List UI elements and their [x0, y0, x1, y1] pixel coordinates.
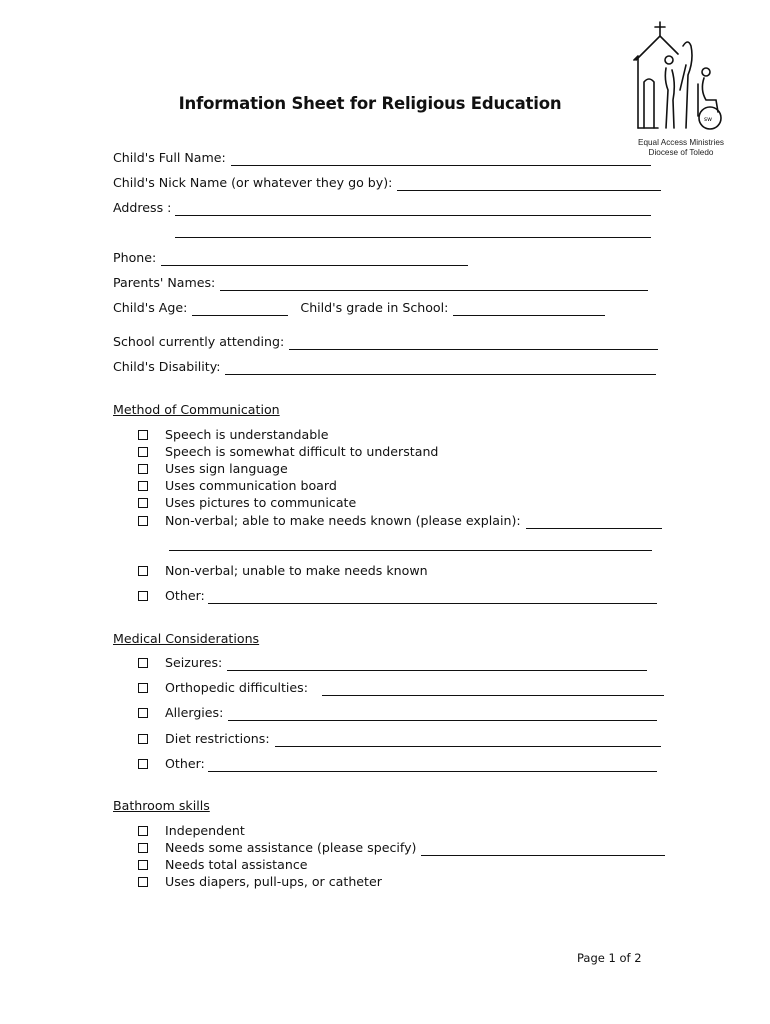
school-field[interactable] — [289, 338, 658, 350]
page-number: Page 1 of 2 — [577, 951, 642, 965]
option-label: Independent — [165, 823, 245, 838]
checkbox[interactable] — [138, 708, 148, 718]
checkbox[interactable] — [138, 591, 148, 601]
age-label: Child's Age: — [113, 300, 188, 315]
bathroom-option — [138, 823, 245, 839]
parents-label: Parents' Names: — [113, 275, 216, 290]
bathroom-option — [138, 840, 665, 856]
nick-name-row — [113, 175, 661, 191]
communication-option — [138, 588, 657, 604]
nick-name-field[interactable] — [397, 179, 661, 191]
explain-field-line2[interactable] — [169, 539, 652, 551]
option-label: Other: — [165, 756, 205, 771]
grade-label: Child's grade in School: — [300, 300, 449, 315]
nick-name-label: Child's Nick Name (or whatever they go by): — [113, 175, 393, 190]
address-row — [113, 200, 651, 216]
checkbox[interactable] — [138, 498, 148, 508]
option-label: Needs total assistance — [165, 857, 308, 872]
option-label: Orthopedic difficulties: — [165, 680, 308, 695]
checkbox[interactable] — [138, 860, 148, 870]
medical-option — [138, 705, 657, 721]
option-label: Speech is somewhat difficult to understand — [165, 444, 439, 459]
medical-other-field[interactable] — [208, 760, 657, 772]
medical-heading: Medical Considerations — [113, 631, 260, 646]
bathroom-option — [138, 874, 382, 890]
full-name-field[interactable] — [231, 154, 651, 166]
address-row-2 — [175, 226, 651, 238]
address-field-line2[interactable] — [175, 226, 651, 238]
checkbox[interactable] — [138, 481, 148, 491]
communication-option — [138, 513, 662, 529]
checkbox[interactable] — [138, 826, 148, 836]
explain-field-line1[interactable] — [526, 517, 662, 529]
orthopedic-field[interactable] — [322, 684, 664, 696]
checkbox[interactable] — [138, 566, 148, 576]
phone-label: Phone: — [113, 250, 157, 265]
school-label: School currently attending: — [113, 334, 285, 349]
disability-row — [113, 359, 656, 375]
checkbox[interactable] — [138, 683, 148, 693]
full-name-label: Child's Full Name: — [113, 150, 226, 165]
disability-label: Child's Disability: — [113, 359, 221, 374]
medical-option — [138, 756, 657, 772]
option-label: Uses pictures to communicate — [165, 495, 357, 510]
communication-option — [138, 563, 428, 579]
checkbox[interactable] — [138, 464, 148, 474]
option-label: Seizures: — [165, 655, 223, 670]
age-field[interactable] — [192, 304, 288, 316]
diet-field[interactable] — [275, 735, 661, 747]
seizures-field[interactable] — [227, 659, 647, 671]
checkbox[interactable] — [138, 447, 148, 457]
option-label: Non-verbal; able to make needs known (please explain): — [165, 513, 521, 528]
bathroom-option — [138, 857, 308, 873]
full-name-row — [113, 150, 651, 166]
bathroom-heading: Bathroom skills — [113, 798, 210, 813]
assistance-field[interactable] — [421, 844, 665, 856]
medical-option — [138, 731, 661, 747]
option-label: Uses communication board — [165, 478, 337, 493]
checkbox[interactable] — [138, 430, 148, 440]
communication-option — [138, 478, 337, 494]
checkbox[interactable] — [138, 843, 148, 853]
phone-field[interactable] — [161, 254, 468, 266]
checkbox[interactable] — [138, 658, 148, 668]
option-label: Uses sign language — [165, 461, 288, 476]
checkbox[interactable] — [138, 759, 148, 769]
communication-option — [138, 461, 288, 477]
phone-row — [113, 250, 468, 266]
option-label: Non-verbal; unable to make needs known — [165, 563, 428, 578]
option-label: Uses diapers, pull-ups, or catheter — [165, 874, 382, 889]
grade-field[interactable] — [453, 304, 605, 316]
parents-field[interactable] — [220, 279, 648, 291]
svg-text:sw: sw — [704, 116, 713, 123]
communication-other-field[interactable] — [208, 592, 657, 604]
ministry-name-line1: Equal Access Ministries — [637, 138, 724, 147]
option-label: Needs some assistance (please specify) — [165, 840, 417, 855]
option-label: Allergies: — [165, 705, 224, 720]
address-label: Address : — [113, 200, 172, 215]
checkbox[interactable] — [138, 877, 148, 887]
allergies-field[interactable] — [228, 709, 657, 721]
explain-row-2 — [169, 539, 652, 551]
age-grade-row — [113, 300, 605, 316]
address-field-line1[interactable] — [175, 204, 651, 216]
option-label: Speech is understandable — [165, 427, 329, 442]
checkbox[interactable] — [138, 734, 148, 744]
medical-option — [138, 680, 664, 696]
checkbox[interactable] — [138, 516, 148, 526]
church-family-wheelchair-icon — [628, 20, 734, 138]
ministry-name-line2: Diocese of Toledo — [648, 148, 714, 157]
communication-option — [138, 427, 329, 443]
communication-option — [138, 444, 438, 460]
medical-option — [138, 655, 647, 671]
page-title: Information Sheet for Religious Education — [178, 94, 562, 113]
disability-field[interactable] — [225, 363, 656, 375]
communication-heading: Method of Communication — [113, 402, 280, 417]
option-label: Diet restrictions: — [165, 731, 270, 746]
parents-row — [113, 275, 648, 291]
option-label: Other: — [165, 588, 205, 603]
communication-option — [138, 495, 356, 511]
ministry-logo — [626, 20, 736, 160]
school-row — [113, 334, 658, 350]
